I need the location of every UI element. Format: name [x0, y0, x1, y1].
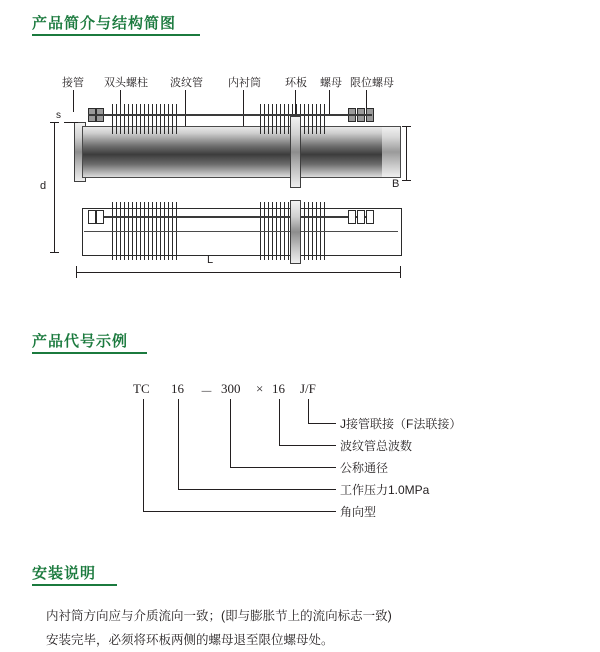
- code-token-3: 300: [221, 381, 241, 396]
- callout-leader-5: [329, 90, 330, 114]
- dimension-label-L: L: [207, 254, 214, 266]
- callout-leader-2: [185, 90, 186, 126]
- stud-block-bottom-right: [348, 210, 356, 224]
- nozzle-right-top: [382, 126, 401, 178]
- code-token-0: TC: [133, 381, 150, 396]
- code-connector-6: [308, 423, 336, 424]
- callout-leader-0: [73, 90, 74, 112]
- code-description-1: 波纹管总波数: [340, 439, 413, 453]
- section-title-code-example: 产品代号示例: [32, 333, 129, 350]
- section-underline-product-intro: [32, 34, 200, 36]
- structure-diagram: [0, 60, 600, 290]
- product-code-example: [0, 355, 600, 535]
- callout-label-6: 限位螺母: [350, 77, 394, 89]
- callout-label-2: 波纹管: [170, 77, 203, 89]
- code-token-4: ×: [256, 381, 264, 396]
- code-leader-3: [230, 399, 231, 467]
- callout-label-3: 内衬筒: [228, 77, 261, 89]
- code-description-3: 工作压力1.0MPa: [340, 483, 430, 497]
- callout-label-0: 接管: [62, 77, 84, 89]
- dimension-tick-B-top: [402, 126, 411, 127]
- stud-block-bottom-left: [88, 210, 96, 224]
- code-description-0: J接管联接（F法联接）: [340, 417, 462, 431]
- dimension-tick-d-bottom: [50, 252, 59, 253]
- code-leader-5: [279, 399, 280, 445]
- dimension-tick-L-left: [76, 266, 77, 278]
- section-underline-install: [32, 584, 117, 586]
- dimension-tick-L-right: [400, 266, 401, 278]
- code-connector-1: [178, 489, 336, 490]
- dimension-label-B: B: [392, 178, 400, 190]
- section-underline-code-example: [32, 352, 147, 354]
- dimension-line-d: [54, 122, 55, 252]
- bellows-left-top: [112, 104, 178, 134]
- code-connector-3: [230, 467, 336, 468]
- code-leader-1: [178, 399, 179, 489]
- code-token-1: 16: [171, 381, 184, 396]
- install-note-0: 内衬筒方向应与介质流向一致；(即与膨胀节上的流向标志一致): [46, 609, 392, 623]
- dimension-tick-d-top: [50, 122, 59, 123]
- callout-label-4: 环板: [285, 77, 307, 89]
- code-description-4: 角向型: [340, 505, 377, 519]
- tie-rod-top: [88, 114, 372, 116]
- install-note-1: 安装完毕，必须将环板两侧的螺母退至限位螺母处。: [46, 633, 334, 647]
- dimension-label-d: d: [40, 180, 47, 192]
- code-description-2: 公称通径: [340, 461, 389, 475]
- dimension-line-s: [64, 122, 78, 123]
- callout-label-5: 螺母: [320, 77, 342, 89]
- dimension-label-s: s: [56, 110, 61, 121]
- centerline-bottom: [84, 231, 398, 232]
- code-leader-6: [308, 399, 309, 423]
- code-token-5: 16: [272, 381, 285, 396]
- dimension-tick-B-bottom: [402, 180, 411, 181]
- code-connector-0: [143, 511, 336, 512]
- code-token-6: J/F: [300, 381, 316, 396]
- section-title-install: 安装说明: [32, 565, 97, 582]
- tie-rod-bottom: [88, 216, 372, 218]
- code-connector-5: [279, 445, 336, 446]
- dimension-line-L: [76, 272, 400, 273]
- code-token-2: －: [200, 384, 214, 399]
- limit-nut-block-bottom: [366, 210, 374, 224]
- code-leader-0: [143, 399, 144, 511]
- nut-block-bottom-right: [357, 210, 365, 224]
- ring-plate-bottom: [290, 200, 301, 264]
- section-title-product-intro: 产品简介与结构简图: [32, 15, 177, 32]
- callout-label-1: 双头螺柱: [104, 77, 148, 89]
- nut-block-bottom-left: [96, 210, 104, 224]
- dimension-line-B: [406, 126, 407, 180]
- ring-plate-top: [290, 116, 301, 188]
